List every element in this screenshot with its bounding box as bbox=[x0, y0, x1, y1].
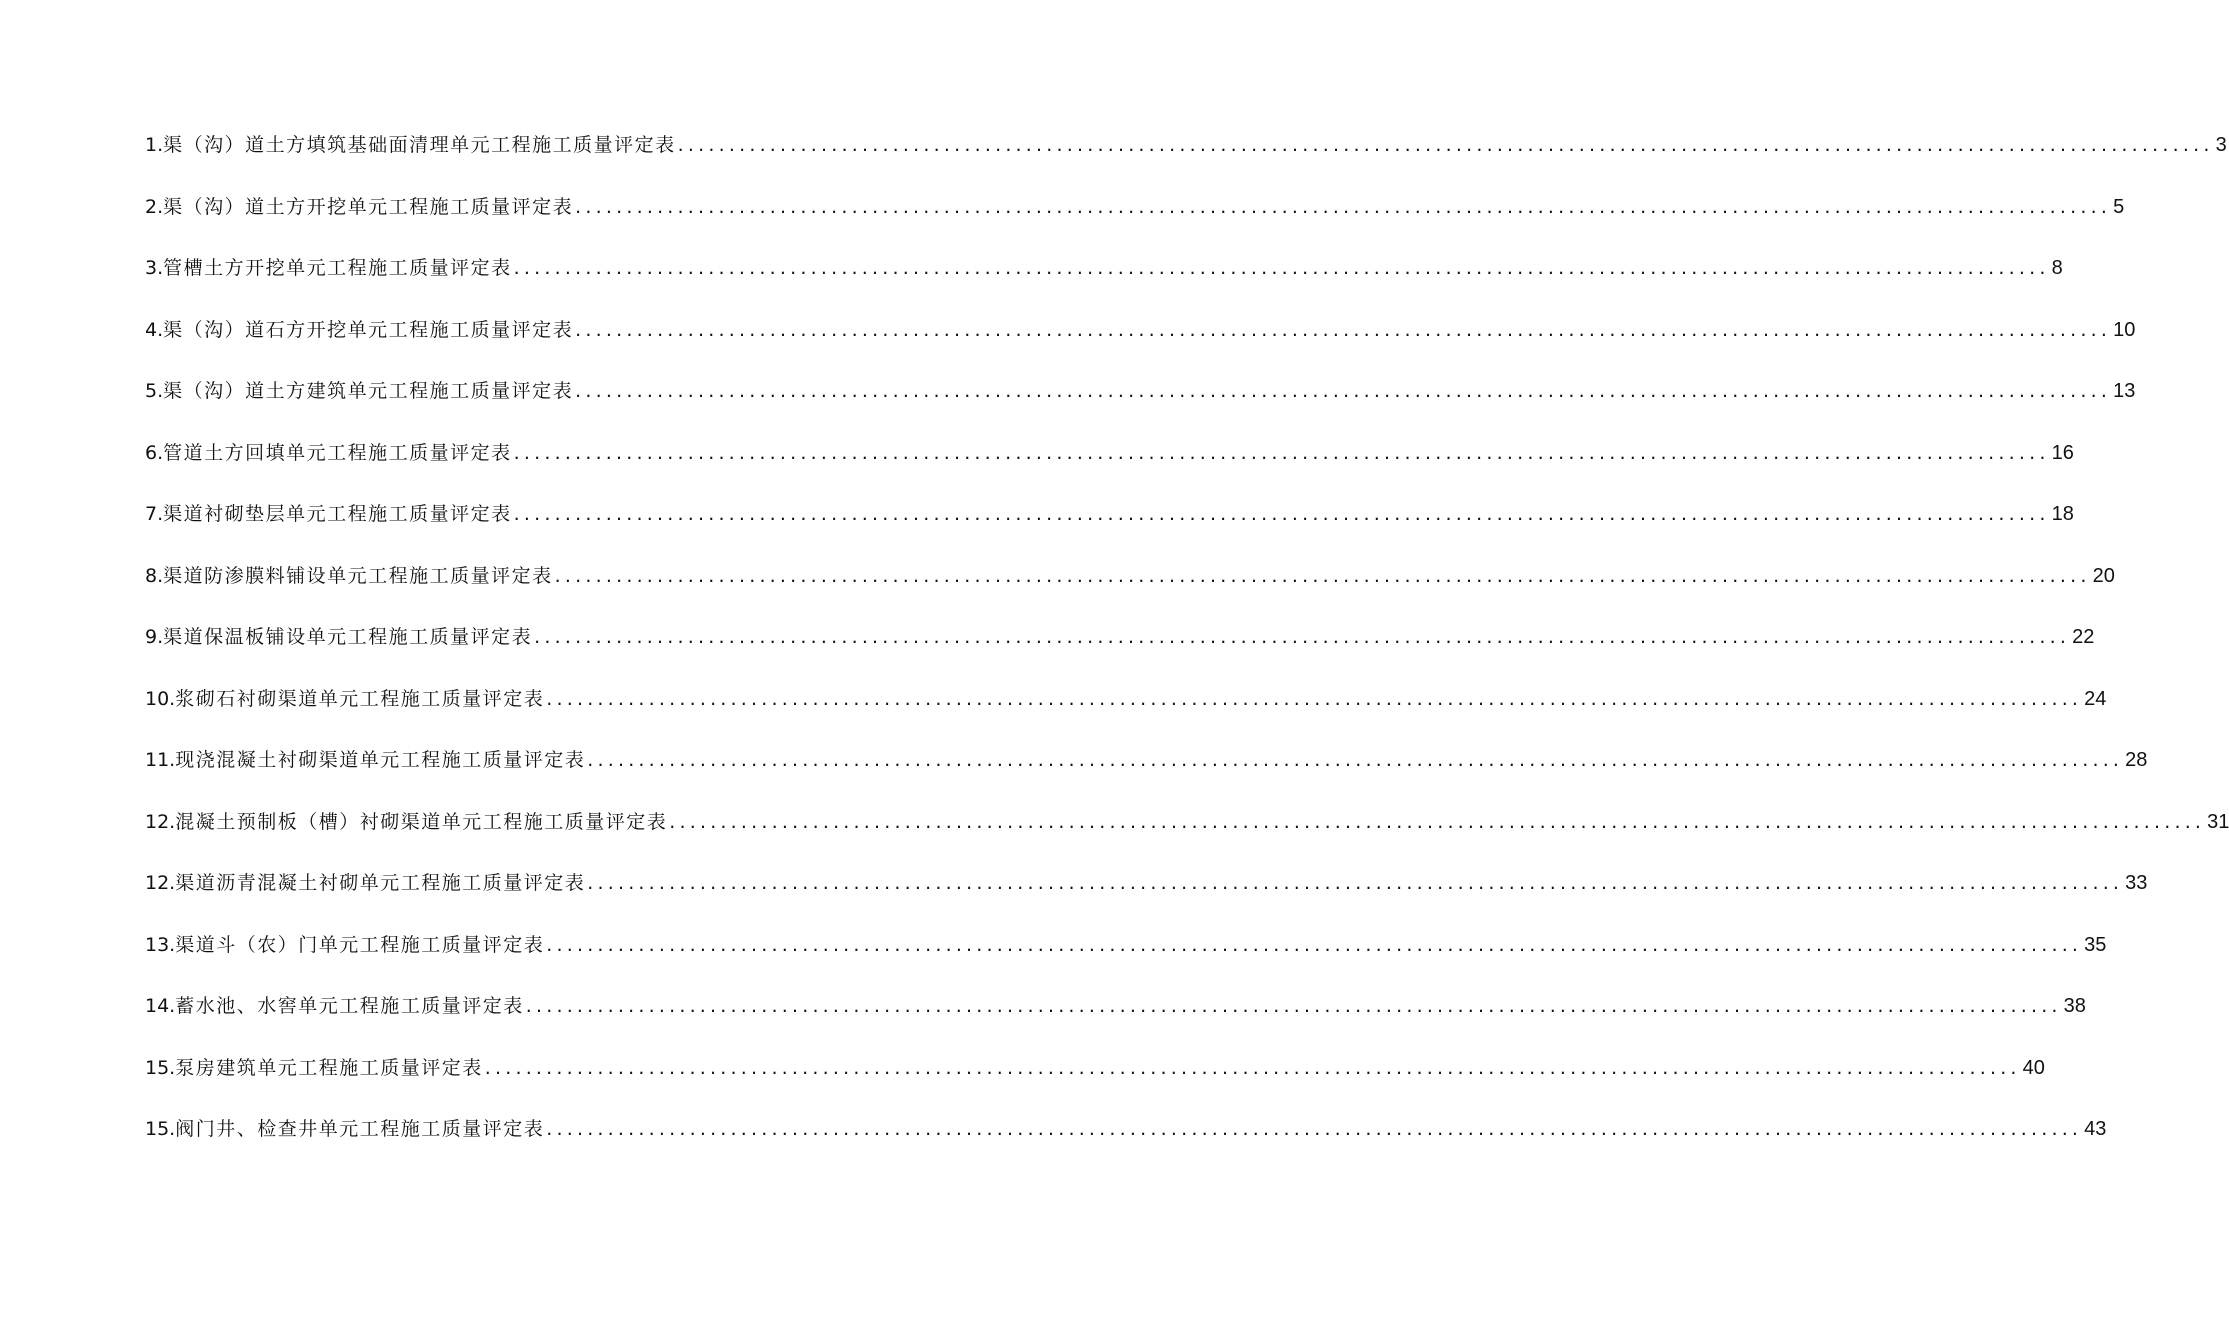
toc-entry-number: 15. bbox=[145, 1118, 176, 1140]
toc-entry-title: 混凝土预制板（槽）衬砌渠道单元工程施工质量评定表 bbox=[175, 810, 668, 833]
toc-dot-leader bbox=[546, 688, 2082, 710]
toc-entry[interactable] bbox=[145, 561, 2115, 623]
toc-entry-title: 蓄水池、水窖单元工程施工质量评定表 bbox=[175, 995, 524, 1017]
toc-entry-page-number: 40 bbox=[2022, 1056, 2045, 1079]
toc-entry-title: 渠（沟）道土方填筑基础面清理单元工程施工质量评定表 bbox=[163, 134, 676, 156]
toc-entry[interactable] bbox=[145, 192, 2125, 254]
toc-entry[interactable] bbox=[145, 1053, 2045, 1115]
toc-dot-leader bbox=[587, 872, 2123, 894]
toc-entry-page-number: 8 bbox=[2051, 257, 2063, 279]
toc-entry-page-number: 28 bbox=[2125, 749, 2148, 771]
toc-entry-page-number: 35 bbox=[2084, 933, 2107, 956]
toc-entry-page-number: 20 bbox=[2092, 564, 2115, 587]
toc-entry-page-number: 33 bbox=[2125, 872, 2148, 894]
toc-dot-leader bbox=[575, 319, 2111, 341]
toc-entry-title: 现浇混凝土衬砌渠道单元工程施工质量评定表 bbox=[175, 749, 586, 771]
toc-entry-title: 渠道沥青混凝土衬砌单元工程施工质量评定表 bbox=[175, 872, 586, 894]
toc-entry-number: 6. bbox=[145, 441, 164, 464]
toc-entry[interactable] bbox=[145, 868, 2148, 930]
toc-entry-title: 渠（沟）道石方开挖单元工程施工质量评定表 bbox=[163, 318, 574, 341]
toc-entry[interactable] bbox=[145, 622, 2095, 684]
toc-entry-title: 渠道衬砌垫层单元工程施工质量评定表 bbox=[163, 503, 512, 525]
toc-entry[interactable] bbox=[145, 807, 2229, 869]
toc-entry-number: 8. bbox=[145, 564, 164, 587]
toc-entry-title: 管槽土方开挖单元工程施工质量评定表 bbox=[163, 257, 512, 279]
toc-dot-leader bbox=[575, 380, 2111, 402]
toc-dot-leader bbox=[587, 749, 2123, 771]
toc-entry-number: 1. bbox=[145, 134, 164, 156]
toc-dot-leader bbox=[485, 1057, 2021, 1079]
toc-entry[interactable] bbox=[145, 438, 2074, 500]
toc-entry[interactable] bbox=[145, 499, 2074, 561]
toc-entry-title: 渠（沟）道土方开挖单元工程施工质量评定表 bbox=[163, 195, 574, 218]
toc-dot-leader bbox=[575, 196, 2111, 218]
toc-entry-page-number: 10 bbox=[2113, 318, 2136, 341]
toc-dot-leader bbox=[514, 442, 2050, 464]
toc-entry-number: 12. bbox=[145, 872, 176, 894]
toc-entry[interactable] bbox=[145, 1114, 2107, 1176]
toc-entry-number: 14. bbox=[145, 995, 176, 1017]
toc-entry-number: 2. bbox=[145, 195, 164, 218]
toc-dot-leader bbox=[534, 626, 2070, 648]
toc-entry-title: 渠道防渗膜料铺设单元工程施工质量评定表 bbox=[163, 564, 553, 587]
toc-dot-leader bbox=[555, 565, 2091, 587]
toc-entry-number: 11. bbox=[145, 749, 176, 771]
toc-entry-page-number: 43 bbox=[2084, 1118, 2107, 1140]
toc-entry-number: 7. bbox=[145, 503, 164, 525]
toc-entry-number: 4. bbox=[145, 318, 164, 341]
toc-entry-title: 渠道斗（农）门单元工程施工质量评定表 bbox=[175, 933, 545, 956]
toc-dot-leader bbox=[526, 995, 2062, 1017]
toc-entry-page-number: 5 bbox=[2113, 195, 2125, 218]
toc-entry-title: 泵房建筑单元工程施工质量评定表 bbox=[175, 1056, 483, 1079]
toc-entry[interactable] bbox=[145, 315, 2136, 377]
toc-dot-leader bbox=[514, 257, 2050, 279]
toc-entry-title: 渠道保温板铺设单元工程施工质量评定表 bbox=[163, 626, 533, 648]
toc-dot-leader bbox=[514, 503, 2050, 525]
toc-entry[interactable] bbox=[145, 745, 2148, 807]
toc-entry[interactable] bbox=[145, 376, 2136, 438]
toc-entry[interactable] bbox=[145, 130, 2227, 192]
toc-entry-page-number: 31 bbox=[2207, 810, 2229, 833]
toc-entry-number: 13. bbox=[145, 933, 176, 956]
toc-dot-leader bbox=[669, 811, 2205, 833]
toc-entry-title: 渠（沟）道土方建筑单元工程施工质量评定表 bbox=[163, 380, 574, 402]
table-of-contents bbox=[145, 130, 2229, 1176]
toc-entry[interactable] bbox=[145, 991, 2086, 1053]
toc-entry-number: 3. bbox=[145, 257, 164, 279]
toc-entry-page-number: 22 bbox=[2072, 626, 2095, 648]
toc-entry-title: 阀门井、检查井单元工程施工质量评定表 bbox=[175, 1118, 545, 1140]
toc-dot-leader bbox=[546, 934, 2082, 956]
toc-entry-page-number: 38 bbox=[2063, 995, 2086, 1017]
toc-entry-page-number: 18 bbox=[2051, 503, 2074, 525]
toc-entry-number: 9. bbox=[145, 626, 164, 648]
toc-entry-title: 管道土方回填单元工程施工质量评定表 bbox=[163, 441, 512, 464]
toc-entry-page-number: 13 bbox=[2113, 380, 2136, 402]
toc-dot-leader bbox=[678, 134, 2214, 156]
toc-entry-number: 15. bbox=[145, 1056, 176, 1079]
toc-entry[interactable] bbox=[145, 684, 2107, 746]
toc-entry-number: 12. bbox=[145, 810, 176, 833]
toc-entry-number: 10. bbox=[145, 687, 176, 710]
toc-entry-number: 5. bbox=[145, 380, 164, 402]
toc-entry-page-number: 16 bbox=[2051, 441, 2074, 464]
toc-entry[interactable] bbox=[145, 930, 2107, 992]
toc-entry-page-number: 3 bbox=[2215, 134, 2227, 156]
toc-entry-page-number: 24 bbox=[2084, 687, 2107, 710]
toc-entry[interactable] bbox=[145, 253, 2063, 315]
toc-entry-title: 浆砌石衬砌渠道单元工程施工质量评定表 bbox=[175, 687, 545, 710]
toc-dot-leader bbox=[546, 1118, 2082, 1140]
